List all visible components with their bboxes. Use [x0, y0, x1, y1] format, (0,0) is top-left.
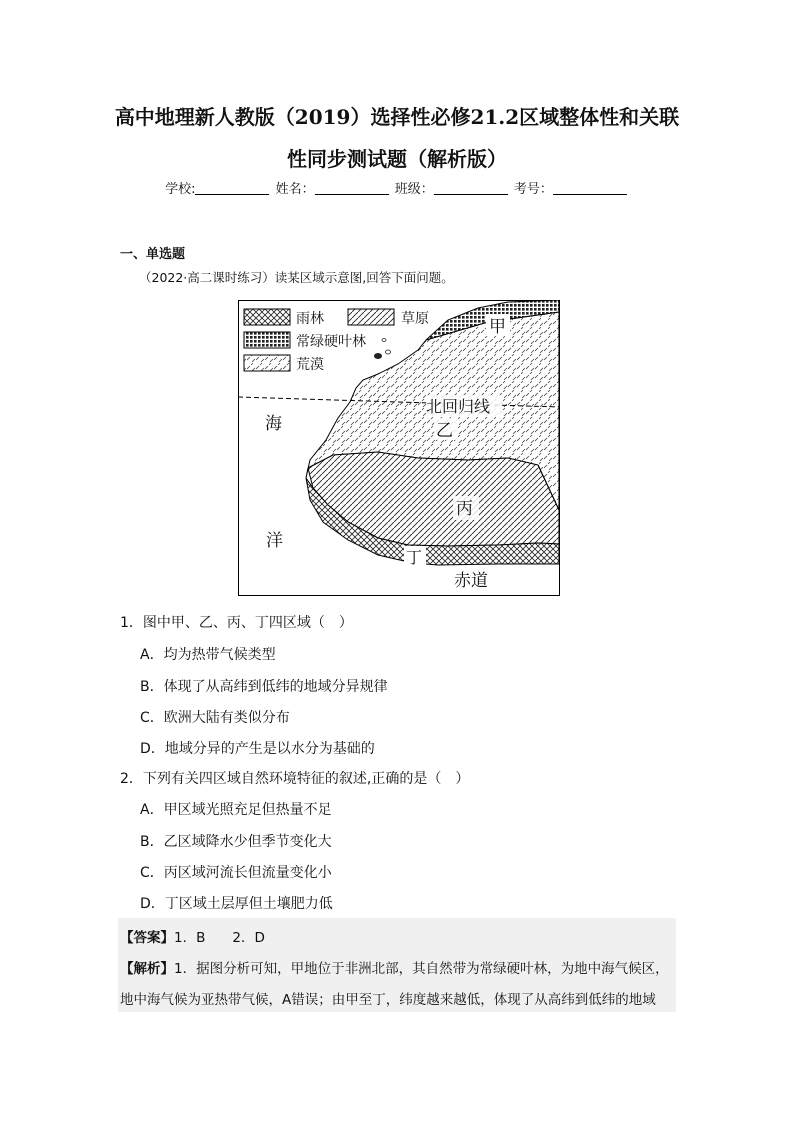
answer-text: 1．B 2．D	[174, 930, 265, 946]
document-title-line2: 性同步测试题（解析版）	[287, 147, 507, 171]
label-equator: 赤道	[454, 571, 488, 591]
question-2-option-a[interactable]: A．甲区域光照充足但热量不足	[140, 802, 332, 818]
school-blank[interactable]	[195, 182, 269, 195]
answer-line	[120, 926, 265, 946]
legend-sclerophyll: 常绿硬叶林	[296, 334, 366, 350]
analysis-label: 【解析】	[120, 961, 174, 977]
question-1-option-b[interactable]: B．体现了从高纬到低纬的地域分异规律	[140, 679, 388, 695]
question-2-option-b[interactable]: B．乙区域降水少但季节变化大	[140, 834, 332, 850]
label-ding: 丁	[406, 548, 423, 567]
answer-label: 【答案】	[120, 930, 174, 946]
question-2-option-c[interactable]: C．丙区域河流长但流量变化小	[140, 865, 332, 881]
student-info-row	[0, 178, 794, 197]
class-label: 班级：	[394, 182, 434, 197]
name-blank[interactable]	[315, 182, 389, 195]
question-1-stem: 1．图中甲、乙、丙、丁四区域（ ）	[120, 615, 353, 631]
label-tropic: 北回归线	[426, 397, 491, 416]
analysis-line-1	[120, 957, 669, 977]
legend-desert: 荒漠	[296, 357, 324, 373]
analysis-line-2: 地中海气候为亚热带气候，A错误；由甲至丁，纬度越来越低，体现了从高纬到低纬的地域	[120, 992, 656, 1008]
legend-rainforest: 雨林	[296, 311, 324, 327]
exam-no-label: 考号：	[513, 182, 553, 197]
question-source: （2022·高二课时练习）读某区域示意图,回答下面问题。	[139, 270, 454, 285]
section-title: 一、单选题	[120, 247, 186, 262]
question-2-option-d[interactable]: D．丁区域土层厚但土壤肥力低	[140, 896, 333, 912]
question-1-option-a[interactable]: A．均为热带气候类型	[140, 647, 276, 663]
class-blank[interactable]	[434, 182, 508, 195]
school-label: 学校:	[165, 182, 196, 197]
label-jia: 甲	[489, 317, 506, 337]
question-2-stem: 2．下列有关四区域自然环境特征的叙述,正确的是（ ）	[120, 771, 470, 787]
question-1-option-d[interactable]: D．地域分异的产生是以水分为基础的	[140, 741, 375, 757]
label-bing: 丙	[456, 499, 473, 519]
label-hai: 海	[265, 414, 282, 434]
legend-grassland: 草原	[401, 311, 429, 327]
label-yang: 洋	[266, 531, 283, 551]
region-map	[238, 300, 560, 596]
question-1-option-c[interactable]: C．欧洲大陆有类似分布	[140, 710, 290, 726]
exam-no-blank[interactable]	[553, 182, 627, 195]
label-yi: 乙	[436, 421, 453, 441]
analysis-text-1: 1．据图分析可知，甲地位于非洲北部，其自然带为常绿硬叶林，为地中海气候区，	[174, 961, 669, 977]
name-label: 姓名：	[275, 182, 315, 197]
document-title-line1: 高中地理新人教版（2019）选择性必修21.2区域整体性和关联	[114, 105, 680, 129]
